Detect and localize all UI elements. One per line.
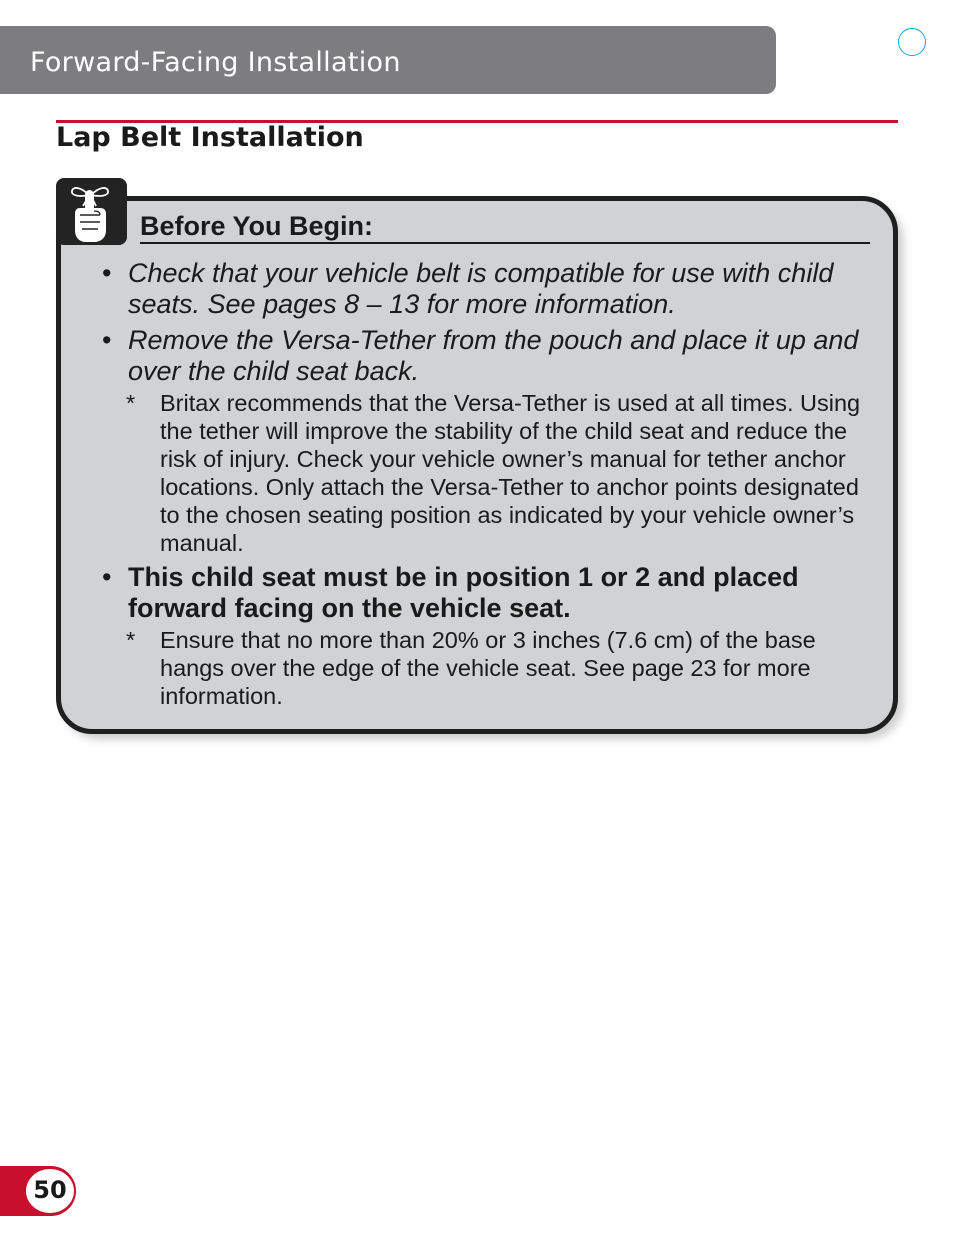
note-item (100, 389, 875, 557)
list-item (100, 325, 875, 387)
callout-content (100, 258, 875, 710)
callout-title: Before You Begin: (140, 211, 374, 241)
header-bar (0, 26, 776, 94)
note-text: Ensure that no more than 20% or 3 inches (7.6 cm) of the base hangs over the edge of the vehicle seat. See page 23 for more information. (160, 627, 816, 709)
page-number: 50 (33, 1176, 67, 1204)
header-title: Forward-Facing Installation (30, 47, 401, 78)
bullet-marker: • (102, 562, 112, 592)
note-item (100, 626, 875, 710)
callout-title-underline (140, 242, 870, 244)
section-heading: Lap Belt Installation (56, 122, 364, 153)
circle-marker-icon (898, 28, 926, 56)
bullet-text: Check that your vehicle belt is compatible for use with child seats. See pages 8 – 13 for more information. (128, 258, 834, 319)
note-marker: * (126, 390, 136, 416)
note-marker: * (126, 627, 136, 653)
bullet-marker: • (102, 325, 112, 355)
list-item (100, 258, 875, 320)
note-text: Britax recommends that the Versa-Tether is used at all times. Using the tether will improve the stability of the child seat and reduce the risk of injury. Check your vehicle owner’s manual for tether anchor locations. Only attach the Versa-Tether to anchor points designated to the chosen seating position as indicated by your vehicle owner’s manual. (160, 390, 861, 556)
list-item (100, 562, 875, 624)
bullet-text: This child seat must be in position 1 or 2 and placed forward facing on the vehicle seat. (128, 562, 799, 623)
bullet-text: Remove the Versa-Tether from the pouch and place it up and over the child seat back. (128, 325, 859, 386)
finger-string-reminder-icon (56, 178, 127, 245)
bullet-marker: • (102, 258, 112, 288)
